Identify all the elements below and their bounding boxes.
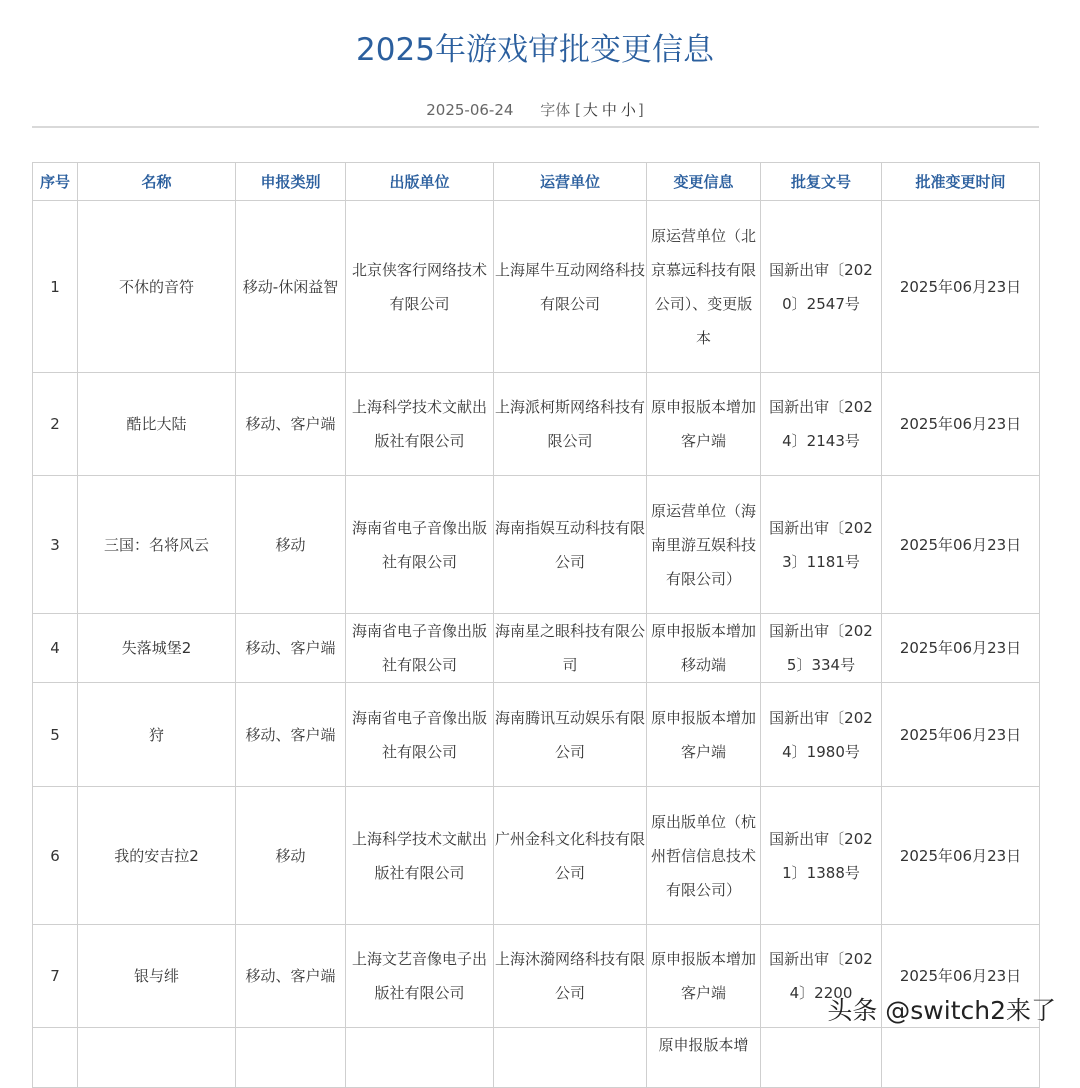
cell-name: 三国：名将风云 bbox=[78, 476, 236, 614]
cell-change-info: 原出版单位（杭州哲信信息技术有限公司） bbox=[647, 787, 761, 925]
cell-publisher: 海南省电子音像出版社有限公司 bbox=[346, 683, 494, 787]
cell-publisher bbox=[346, 1028, 494, 1088]
cell-operator: 广州金科文化科技有限公司 bbox=[494, 787, 647, 925]
table-row bbox=[33, 614, 1040, 683]
cell-operator: 上海派柯斯网络科技有限公司 bbox=[494, 373, 647, 476]
table-row bbox=[33, 683, 1040, 787]
watermark: 头条 @switch2来了 bbox=[827, 996, 1056, 1025]
header-approval-date: 批准变更时间 bbox=[882, 163, 1040, 201]
header-operator: 运营单位 bbox=[494, 163, 647, 201]
cell-publisher: 上海科学技术文献出版社有限公司 bbox=[346, 787, 494, 925]
cell-operator: 海南腾讯互动娱乐有限公司 bbox=[494, 683, 647, 787]
cell-name: 失落城堡2 bbox=[78, 614, 236, 683]
font-size-small-button[interactable]: 小 bbox=[620, 101, 636, 119]
article-title: 2025年游戏审批变更信息 bbox=[356, 32, 714, 68]
cell-category bbox=[236, 1028, 346, 1088]
cell-category: 移动 bbox=[236, 787, 346, 925]
cell-publisher: 海南省电子音像出版社有限公司 bbox=[346, 614, 494, 683]
header-name: 名称 bbox=[78, 163, 236, 201]
cell-operator bbox=[494, 1028, 647, 1088]
cell-category: 移动、客户端 bbox=[236, 925, 346, 1028]
cell-name: 银与绯 bbox=[78, 925, 236, 1028]
cell-operator: 海南星之眼科技有限公司 bbox=[494, 614, 647, 683]
cell-approval-date: 2025年06月23日 bbox=[882, 614, 1040, 683]
table-row bbox=[33, 787, 1040, 925]
header-index: 序号 bbox=[33, 163, 78, 201]
cell-change-info: 原申报版本增 bbox=[647, 1028, 761, 1088]
cell-category: 移动 bbox=[236, 476, 346, 614]
cell-change-info: 原运营单位（海南里游互娱科技有限公司） bbox=[647, 476, 761, 614]
cell-index: 5 bbox=[33, 683, 78, 787]
cell-approval-number: 国新出审〔2023〕1181号 bbox=[761, 476, 882, 614]
cell-category: 移动、客户端 bbox=[236, 614, 346, 683]
publish-date: 2025-06-24 bbox=[426, 101, 514, 119]
bracket-close: ] bbox=[637, 101, 644, 119]
cell-approval-number: 国新出审〔2020〕2547号 bbox=[761, 201, 882, 373]
cell-approval-number: 国新出审〔2021〕1388号 bbox=[761, 787, 882, 925]
cell-approval-date: 2025年06月23日 bbox=[882, 925, 1040, 1028]
cell-name: 我的安吉拉2 bbox=[78, 787, 236, 925]
cell-approval-date: 2025年06月23日 bbox=[882, 476, 1040, 614]
cell-index: 1 bbox=[33, 201, 78, 373]
table-row bbox=[33, 1028, 1040, 1088]
cell-index bbox=[33, 1028, 78, 1088]
cell-change-info: 原申报版本增加客户端 bbox=[647, 373, 761, 476]
header-publisher: 出版单位 bbox=[346, 163, 494, 201]
font-size-medium-button[interactable]: 中 bbox=[601, 101, 617, 119]
cell-publisher: 海南省电子音像出版社有限公司 bbox=[346, 476, 494, 614]
header-change-info: 变更信息 bbox=[647, 163, 761, 201]
table-header-row bbox=[33, 163, 1040, 201]
cell-name: 狩 bbox=[78, 683, 236, 787]
cell-category: 移动、客户端 bbox=[236, 373, 346, 476]
cell-publisher: 上海科学技术文献出版社有限公司 bbox=[346, 373, 494, 476]
cell-approval-date: 2025年06月23日 bbox=[882, 787, 1040, 925]
cell-publisher: 上海文艺音像电子出版社有限公司 bbox=[346, 925, 494, 1028]
header-approval-number: 批复文号 bbox=[761, 163, 882, 201]
cell-name: 酷比大陆 bbox=[78, 373, 236, 476]
cell-category: 移动、客户端 bbox=[236, 683, 346, 787]
cell-change-info: 原申报版本增加移动端 bbox=[647, 614, 761, 683]
cell-approval-number bbox=[761, 1028, 882, 1088]
cell-operator: 上海犀牛互动网络科技有限公司 bbox=[494, 201, 647, 373]
cell-name bbox=[78, 1028, 236, 1088]
title-divider bbox=[32, 126, 1039, 128]
bracket-open: [ bbox=[575, 101, 581, 119]
article-meta bbox=[0, 99, 1070, 120]
cell-approval-number: 国新出审〔2024〕2200 bbox=[761, 925, 882, 1028]
cell-approval-date: 2025年06月23日 bbox=[882, 373, 1040, 476]
cell-approval-date bbox=[882, 1028, 1040, 1088]
cell-index: 6 bbox=[33, 787, 78, 925]
cell-approval-date: 2025年06月23日 bbox=[882, 683, 1040, 787]
header-category: 申报类别 bbox=[236, 163, 346, 201]
cell-operator: 海南指娱互动科技有限公司 bbox=[494, 476, 647, 614]
cell-approval-number: 国新出审〔2024〕1980号 bbox=[761, 683, 882, 787]
font-size-large-button[interactable]: 大 bbox=[582, 101, 598, 119]
cell-index: 2 bbox=[33, 373, 78, 476]
cell-publisher: 北京侠客行网络技术有限公司 bbox=[346, 201, 494, 373]
cell-index: 4 bbox=[33, 614, 78, 683]
approval-table bbox=[32, 162, 1040, 1088]
cell-category: 移动-休闲益智 bbox=[236, 201, 346, 373]
cell-approval-number: 国新出审〔2024〕2143号 bbox=[761, 373, 882, 476]
cell-change-info: 原申报版本增加客户端 bbox=[647, 925, 761, 1028]
cell-approval-date: 2025年06月23日 bbox=[882, 201, 1040, 373]
cell-approval-number: 国新出审〔2025〕334号 bbox=[761, 614, 882, 683]
cell-change-info: 原申报版本增加客户端 bbox=[647, 683, 761, 787]
font-size-label: 字体 bbox=[540, 101, 571, 119]
table-row bbox=[33, 373, 1040, 476]
cell-index: 7 bbox=[33, 925, 78, 1028]
cell-name: 不休的音符 bbox=[78, 201, 236, 373]
cell-operator: 上海沐漪网络科技有限公司 bbox=[494, 925, 647, 1028]
table-row bbox=[33, 201, 1040, 373]
cell-change-info: 原运营单位（北京慕远科技有限公司）、变更版本 bbox=[647, 201, 761, 373]
cell-index: 3 bbox=[33, 476, 78, 614]
table-row bbox=[33, 476, 1040, 614]
